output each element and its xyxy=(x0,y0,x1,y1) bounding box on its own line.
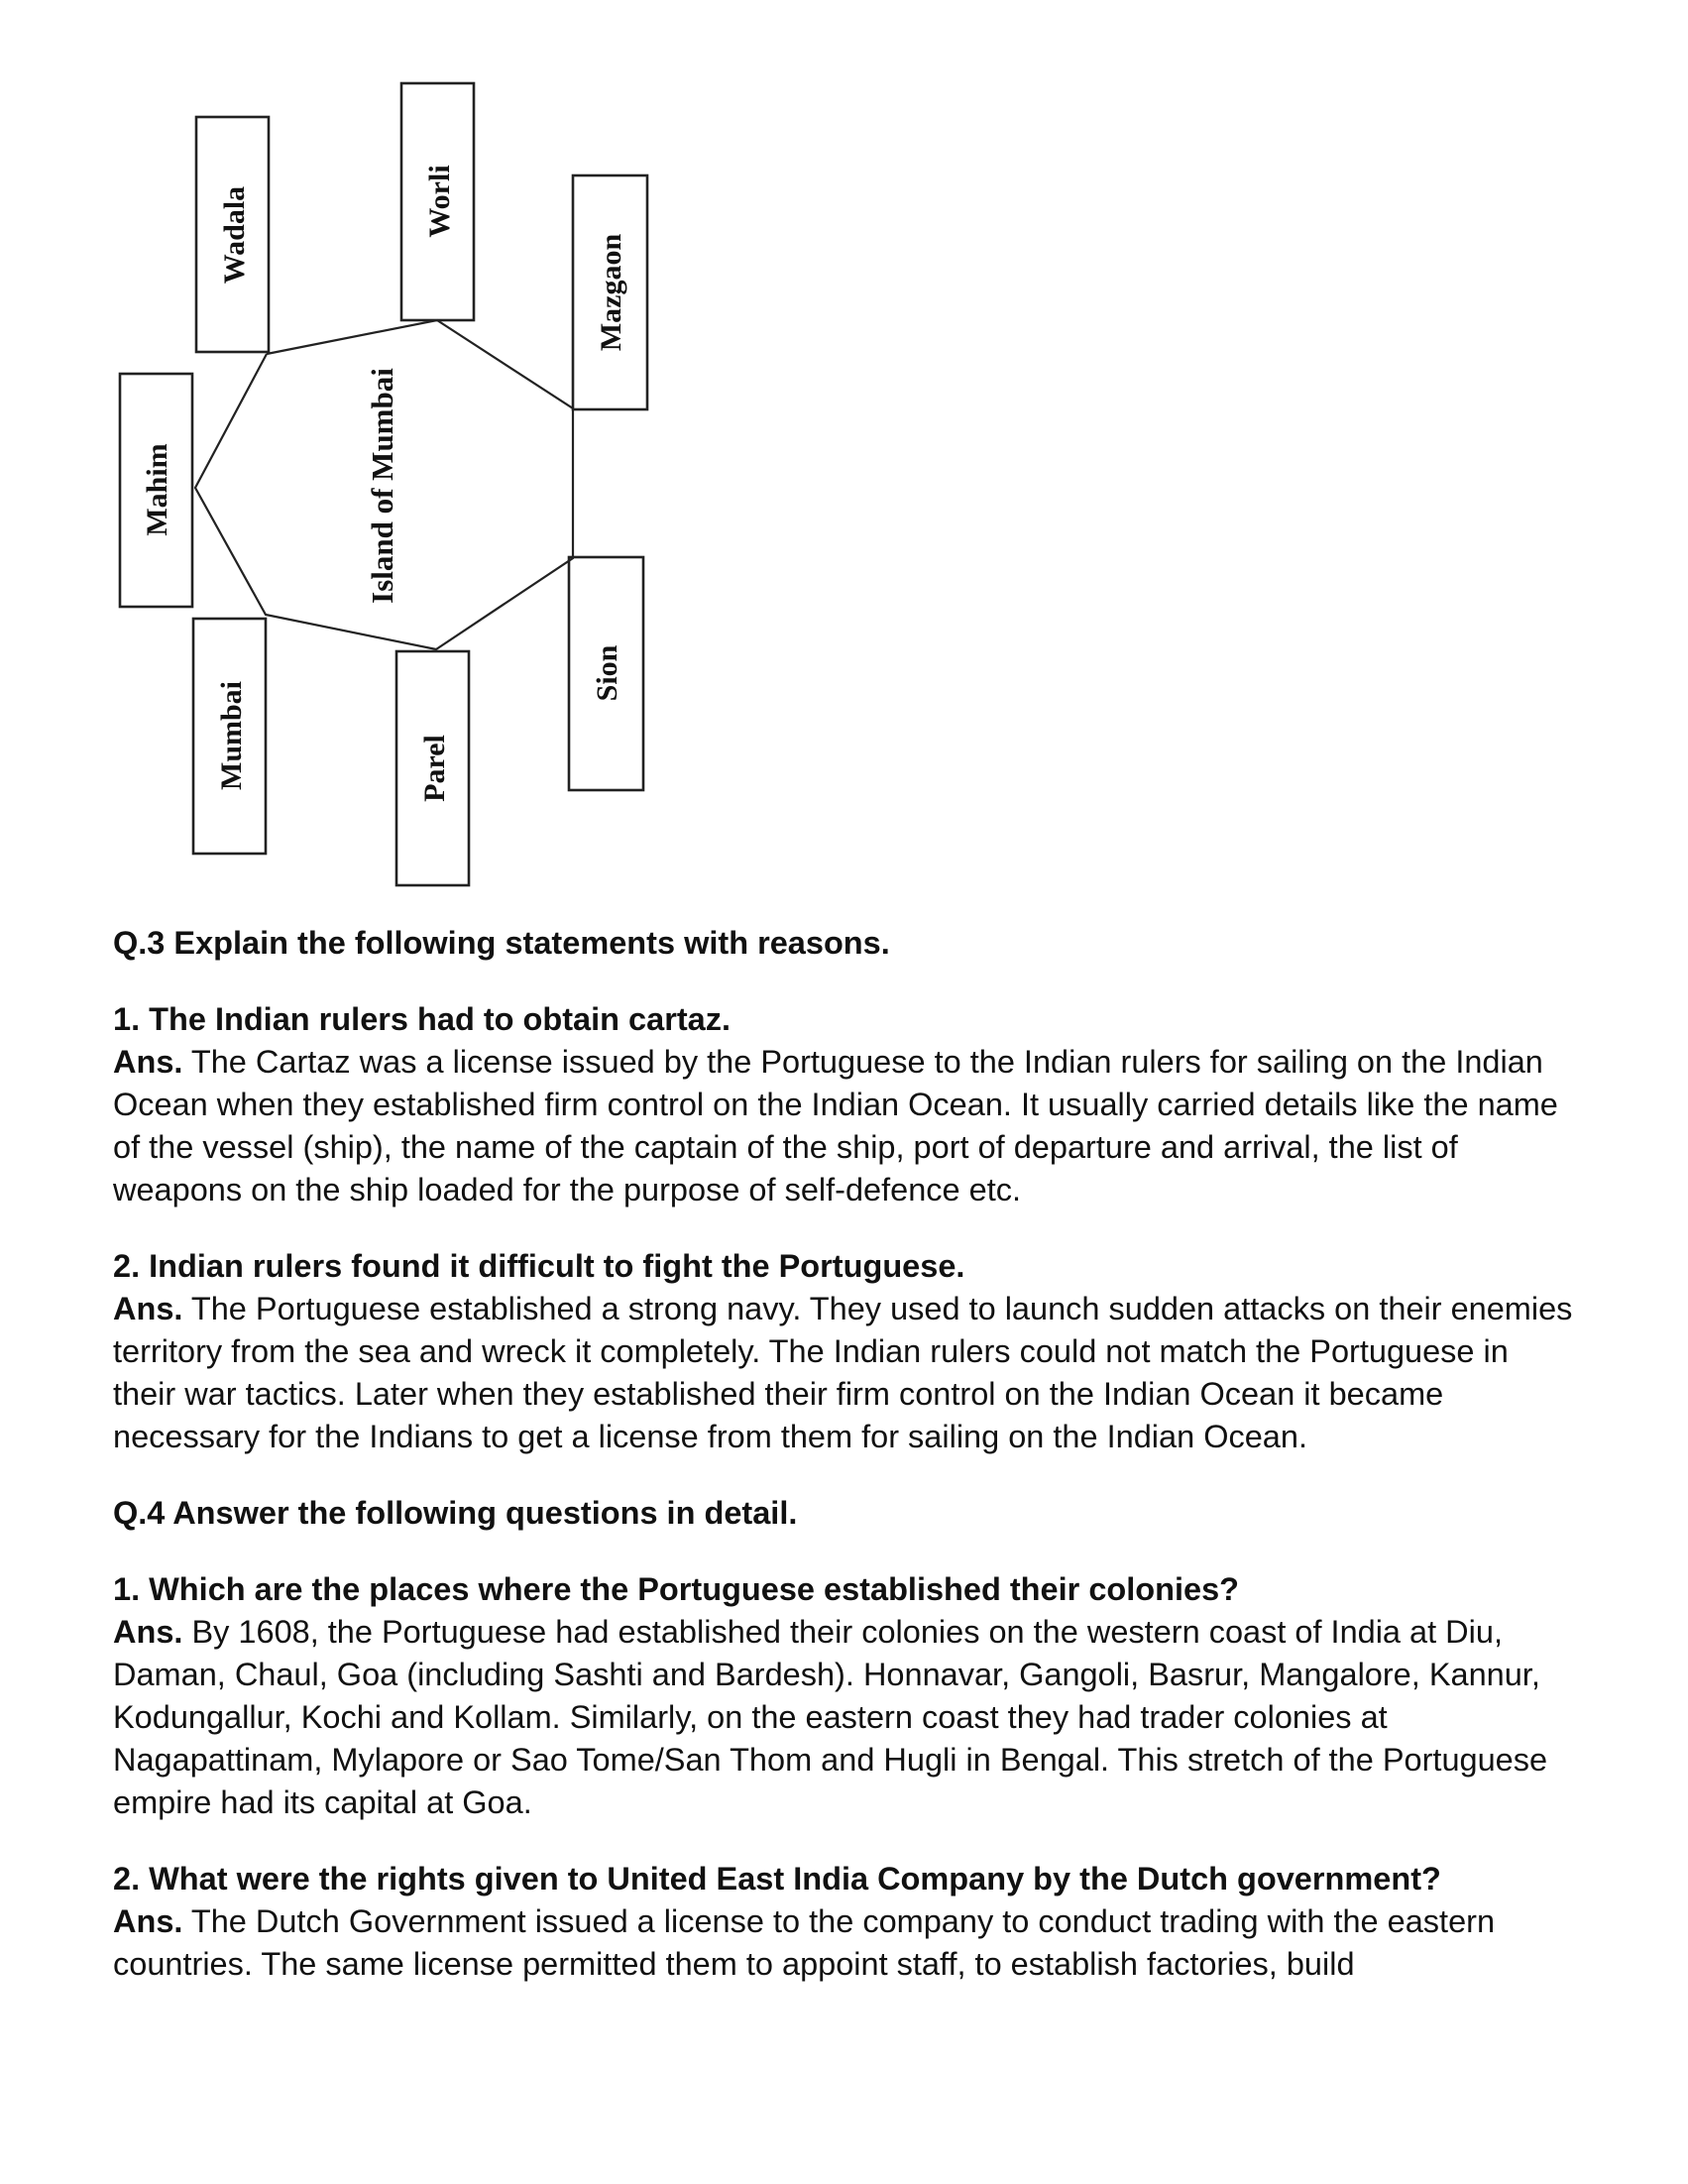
label-wadala: Wadala xyxy=(218,185,251,285)
q3-item-1 xyxy=(113,998,1580,1211)
q4-question-2: 2. What were the rights given to United East India Company by the Dutch government? xyxy=(113,1861,1441,1897)
box-mahim xyxy=(120,374,192,607)
q4-item-2 xyxy=(113,1858,1580,1986)
label-sion: Sion xyxy=(591,644,623,702)
label-mumbai: Mumbai xyxy=(215,680,248,791)
box-mumbai xyxy=(193,619,266,854)
box-parel xyxy=(396,651,469,885)
box-wadala xyxy=(196,117,269,352)
q3-answer-2-continued: necessary for the Indians to get a license from them for sailing on the Indian Ocean. xyxy=(113,1419,1307,1454)
ans-label: Ans. xyxy=(113,1614,183,1650)
label-worli: Worli xyxy=(423,165,456,238)
label-parel: Parel xyxy=(418,735,451,802)
answer-text: By 1608, the Portuguese had established their colonies on the western coast of India at Diu, Daman, Chaul, Goa (including Sashti and Bardesh). Honnavar, Gangoli, Basrur, Mangalore, Kannur, Kodungallur, Kochi and Kollam. Similarly, on the eastern coast they had trader colonies at Nagapattinam, Mylapore or Sao Tome/San Thom and Hugli in Bengal. This stretch of the Portuguese empire had its capital at Goa. xyxy=(113,1614,1548,1820)
ans-label: Ans. xyxy=(113,1903,183,1939)
island-of-mumbai-diagram xyxy=(0,0,694,912)
q4-item-1 xyxy=(113,1568,1580,1824)
box-worli xyxy=(401,83,474,320)
ans-label: Ans. xyxy=(113,1291,183,1326)
answer-text: The Portuguese established a strong navy. They used to launch sudden attacks on their enemies territory from the sea and wreck it completely. The Indian rulers could not match the Portuguese in their war tactics. Later when they established their firm control on the Indian Ocean it became xyxy=(113,1291,1573,1412)
answer-text: The Dutch Government issued a license to the company to conduct trading with the eastern countries. The same license permitted them to appoint staff, to establish factories, build xyxy=(113,1903,1496,1982)
q3-heading: Q.3 Explain the following statements with reasons. xyxy=(113,925,890,961)
q4-heading: Q.4 Answer the following questions in detail. xyxy=(113,1495,798,1531)
center-label-island-of-mumbai: Island of Mumbai xyxy=(365,368,399,604)
q4-answer-1 xyxy=(113,1611,1580,1824)
ans-label: Ans. xyxy=(113,1044,183,1080)
q3-answer-2 xyxy=(113,1288,1580,1416)
q4-answer-2 xyxy=(113,1900,1580,1986)
q3-item-2 xyxy=(113,1245,1580,1458)
box-mazgaon xyxy=(573,175,647,409)
label-mazgaon: Mazgaon xyxy=(595,233,627,352)
box-sion xyxy=(569,557,643,790)
q4-question-1: 1. Which are the places where the Portuguese established their colonies? xyxy=(113,1571,1240,1607)
answer-text: The Cartaz was a license issued by the Portuguese to the Indian rulers for sailing on the Indian Ocean when they established firm control on the Indian Ocean. It usually carried details like the name of the vessel (ship), the name of the captain of the ship, port of departure and arrival, the list of weapons on the ship loaded for the purpose of self-defence etc. xyxy=(113,1044,1558,1207)
q3-question-1: 1. The Indian rulers had to obtain cartaz. xyxy=(113,1001,731,1037)
q3-answer-1 xyxy=(113,1041,1580,1211)
label-mahim: Mahim xyxy=(141,443,173,536)
q3-question-2: 2. Indian rulers found it difficult to fight the Portuguese. xyxy=(113,1248,965,1284)
document-text xyxy=(113,922,1580,1986)
